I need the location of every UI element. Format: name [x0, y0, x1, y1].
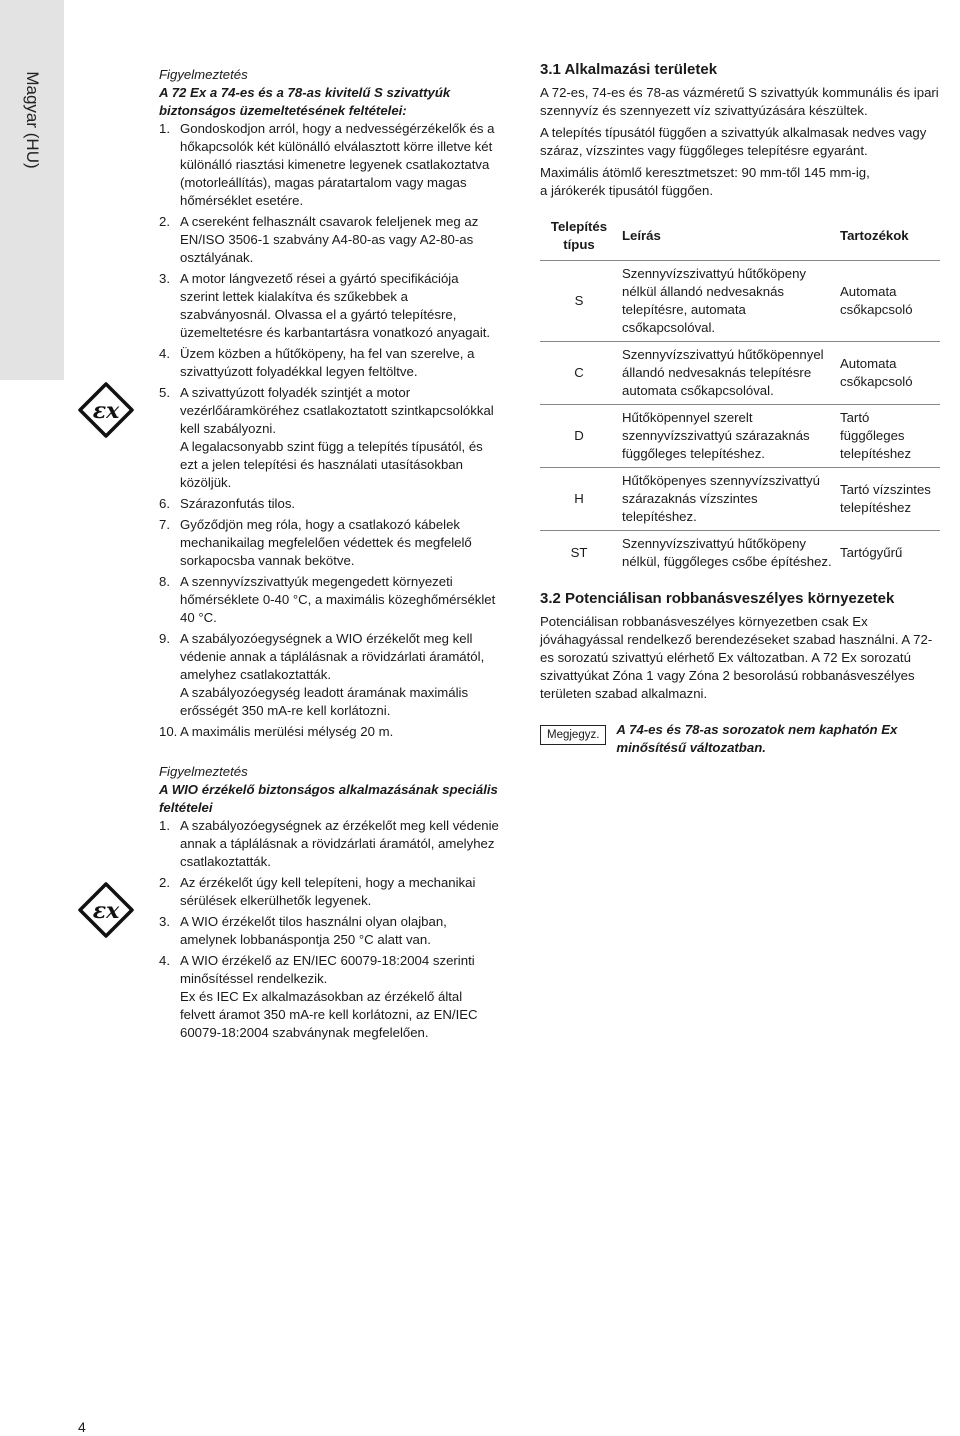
paragraph: Potenciálisan robbanásveszélyes környezetben csak Ex jóváhagyással rendelkező berendezéseket szabad használni. A 72-es sorozatú szivattyú elérhető Ex változatban. A 72 Ex sorozatú szivattyúkat Zóna 1 vagy Zóna 2 besorolású robbanásveszélyes területen szabad alkalmazni. [540, 614, 933, 701]
list-item [159, 384, 499, 492]
list-item [159, 120, 499, 210]
svg-text:εx: εx [92, 898, 120, 924]
item-text: Győződjön meg róla, hogy a csatlakozó kábelek mechanikailag megfelelően védettek és megfelelő sorkapocsba vannak bekötve. [180, 517, 472, 568]
left-column [159, 66, 499, 1045]
section-potentially-explosive [540, 589, 940, 757]
item-number: 6. [159, 496, 170, 511]
item-text: Gondoskodjon arról, hogy a nedvességérzékelők és a hőkapcsolók két különálló elválasztott körre illetve két különálló riasztási kimenetre legyenek csatlakoztatva (motorleállítás), magas páratartalom vagy magas hőmérséklet esetére. [180, 121, 495, 208]
item-number: 1. [159, 121, 170, 136]
cell-accessories: Automata csőkapcsoló [836, 261, 940, 342]
table-row [540, 342, 940, 405]
list-item [159, 213, 499, 267]
item-number: 10. [159, 724, 178, 739]
table-row [540, 531, 940, 576]
language-side-tab [0, 0, 64, 380]
cell-description: Hűtőköpennyel szerelt szennyvízszivattyú szárazaknás függőleges telepítéshez. [618, 405, 836, 468]
list-item [159, 913, 499, 949]
item-text: A szabályozóegységnek a WIO érzékelőt meg kell védenie annak a táplálásnak a rövidzárlati áramától, amelyhez csatlakoztatták. A szabályozóegység leadott áramának maximális erősségét 350 mA-re kell korlátozni. [180, 631, 485, 718]
cell-type: C [540, 342, 618, 405]
warning-subtitle: A 72 Ex a 74-es és a 78-as kivitelű S szivattyúk biztonságos üzemeltetésének feltételei: [159, 85, 451, 118]
warning-list [159, 120, 499, 741]
list-item [159, 817, 499, 871]
cell-description: Szennyvízszivattyú hűtőköpennyel állandó nedvesaknás telepítésre automata csőkapcsolóval. [618, 342, 836, 405]
list-item [159, 270, 499, 342]
note-text: A 74-es és 78-as sorozatok nem kaphatón Ex minősítésű változatban. [616, 722, 898, 755]
item-number: 9. [159, 631, 170, 646]
ex-explosion-proof-icon [78, 382, 134, 438]
item-number: 5. [159, 385, 170, 400]
language-label: Magyar (HU) [23, 71, 42, 169]
warning-subtitle: A WIO érzékelő biztonságos alkalmazásának speciális feltételei [159, 782, 498, 815]
note-box [540, 721, 940, 757]
item-text: A szennyvízszivattyúk megengedett környezeti hőmérséklete 0-40 °C, a maximális közeghőmérséklet 40 °C. [180, 574, 496, 625]
item-number: 2. [159, 875, 170, 890]
warning-block-ex-pumps [159, 66, 499, 741]
item-number: 4. [159, 346, 170, 361]
cell-type: ST [540, 531, 618, 576]
item-text: A szabályozóegységnek az érzékelőt meg kell védenie annak a táplálásnak a rövidzárlati áramától, amelyhez csatlakoztatták. [180, 818, 499, 869]
item-text: Üzem közben a hűtőköpeny, ha fel van szerelve, a szivattyúzott folyadékkal legyen feltöltve. [180, 346, 475, 379]
warning-block-wio-sensor [159, 763, 499, 1042]
column-header-description: Leírás [622, 228, 661, 243]
cell-description: Szennyvízszivattyú hűtőköpeny nélkül állandó nedvesaknás telepítésre, automata csőkapcsolóval. [618, 261, 836, 342]
list-item [159, 630, 499, 720]
item-number: 3. [159, 271, 170, 286]
cell-accessories: Tartógyűrű [836, 531, 940, 576]
cell-type: H [540, 468, 618, 531]
cell-accessories: Tartó vízszintes telepítéshez [836, 468, 940, 531]
item-text: A szivattyúzott folyadék szintjét a motor vezérlőáramköréhez csatlakoztatott szintkapcsolókkal kell szabályozni. A legalacsonyabb szint függ a telepítés típusától, és ezt a jelen telepítési és használati utasításokban közöljük. [180, 385, 494, 490]
item-number: 2. [159, 214, 170, 229]
list-item [159, 573, 499, 627]
paragraph: A 72-es, 74-es és 78-as vázméretű S szivattyúk kommunális és ipari szennyvíz és szennyezett víz szivattyúzására készültek. [540, 85, 939, 118]
item-text: A csereként felhasznált csavarok feleljenek meg az EN/ISO 3506-1 szabvány A4-80-as vagy A2-80-as osztályának. [180, 214, 479, 265]
section-heading-explosive-environments: 3.2 Potenciálisan robbanásveszélyes környezetek [540, 590, 895, 607]
list-item [159, 952, 499, 1042]
item-text: Szárazonfutás tilos. [180, 496, 296, 511]
table-row [540, 261, 940, 342]
column-header-installation-type: Telepítés típus [550, 219, 608, 252]
item-text: A motor lángvezető rései a gyártó specifikációja szerint lettek kialakítva és szűkebbek a szabványosnál. Olvassa el a gyártó telepítésre, üzemeltetésre és karbantartásra vonatkozó anyagait. [180, 271, 491, 340]
list-item [159, 495, 499, 513]
table-row [540, 405, 940, 468]
installation-types-table [540, 214, 940, 575]
right-column [540, 60, 940, 757]
cell-type: S [540, 261, 618, 342]
warning-list [159, 817, 499, 1042]
warning-title: Figyelmeztetés [159, 764, 248, 779]
item-number: 8. [159, 574, 170, 589]
list-item [159, 345, 499, 381]
item-number: 7. [159, 517, 170, 532]
page-number: 4 [78, 1419, 86, 1435]
list-item [159, 723, 499, 741]
warning-title: Figyelmeztetés [159, 67, 248, 82]
cell-description: Szennyvízszivattyú hűtőköpeny nélkül, függőleges csőbe építéshez. [618, 531, 836, 576]
item-number: 3. [159, 914, 170, 929]
column-header-accessories: Tartozékok [840, 228, 909, 243]
table-header-row [540, 214, 940, 261]
paragraph: Maximális átömlő keresztmetszet: 90 mm-től 145 mm-ig, a járókerék tipusától függően. [540, 165, 870, 198]
item-text: Az érzékelőt úgy kell telepíteni, hogy a mechanikai sérülések elkerülhetők legyenek. [180, 875, 476, 908]
item-text: A WIO érzékelőt tilos használni olyan olajban, amelynek lobbanáspontja 250 °C alatt van. [180, 914, 447, 947]
note-label: Megjegyz. [540, 725, 606, 745]
svg-text:εx: εx [92, 398, 120, 424]
item-number: 1. [159, 818, 170, 833]
list-item [159, 874, 499, 910]
section-heading-application-areas: 3.1 Alkalmazási területek [540, 61, 718, 78]
cell-accessories: Automata csőkapcsoló [836, 342, 940, 405]
item-text: A WIO érzékelő az EN/IEC 60079-18:2004 szerinti minősítéssel rendelkezik. Ex és IEC Ex alkalmazásokban az érzékelő által felvett áramot 350 mA-re kell korlátozni, az EN/IEC 60079-18:2004 szabványnak megfelelően. [180, 953, 478, 1040]
list-item [159, 516, 499, 570]
table-row [540, 468, 940, 531]
cell-accessories: Tartó függőleges telepítéshez [836, 405, 940, 468]
cell-type: D [540, 405, 618, 468]
cell-description: Hűtőköpenyes szennyvízszivattyú szárazaknás vízszintes telepítéshez. [618, 468, 836, 531]
ex-explosion-proof-icon [78, 882, 134, 938]
paragraph: A telepítés típusától függően a szivattyúk alkalmasak nedves vagy száraz, vízszintes vagy függőleges telepítésre egyaránt. [540, 125, 927, 158]
item-number: 4. [159, 953, 170, 968]
item-text: A maximális merülési mélység 20 m. [180, 724, 394, 739]
